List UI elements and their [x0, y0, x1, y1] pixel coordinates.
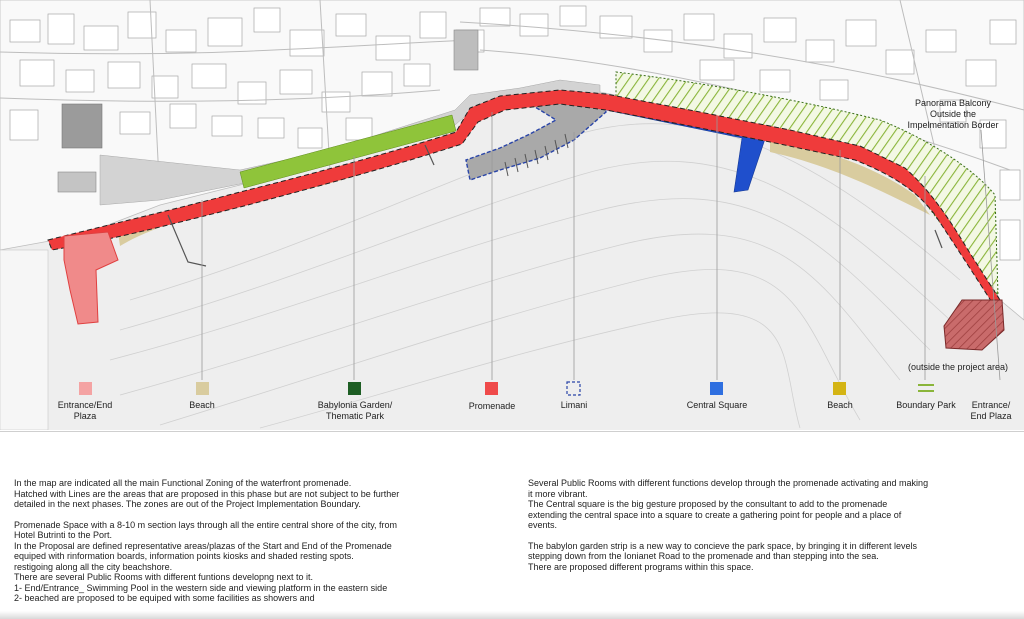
description-line: The Central square is the big gesture proposed by the consultant to add to the promenade: [528, 499, 888, 509]
legend-text: Limani: [560, 400, 588, 410]
legend-label-entrance-east: [962, 400, 1020, 422]
panorama-line-3: Impelmentation Border: [907, 120, 999, 130]
legend-text: Boundary Park: [896, 400, 956, 410]
hotel-building: [62, 104, 102, 148]
building-grey-2: [454, 30, 478, 70]
description-line: Hatched with Lines are the areas that are proposed in this phase but are not subject to be further: [14, 488, 400, 499]
legend-text: Entrance/: [971, 400, 1011, 410]
description-line: restigoing along all the city beachshore.: [14, 561, 173, 572]
description-line: In the Proposal are defined representative areas/plazas of the Start and End of the Promenade: [14, 540, 392, 551]
description-right: [528, 478, 1008, 572]
page-edge-shadow: [0, 611, 1024, 619]
legend-text: Beach: [189, 400, 215, 410]
description-line: There are several Public Rooms with different funtions developng next to it.: [14, 572, 313, 582]
description-line: 1- End/Entrance_ Swimming Pool in the western side and viewing platform in the eastern side: [14, 582, 388, 593]
legend-label-babylonia: [300, 400, 410, 422]
description-line: The babylon garden strip is a new way to concieve the park space, by bringing it in different levels: [528, 540, 918, 551]
legend-label-beach-east: [800, 400, 880, 411]
description-line: In the map are indicated all the main Functional Zoning of the waterfront promenade.: [14, 478, 352, 488]
description-line: events.: [528, 520, 558, 530]
legend-text: End Plaza: [970, 411, 1012, 421]
description-line: stepping down from the Ionianet Road to the promenade and than stepping into the sea.: [528, 551, 879, 561]
legend-label-promenade: [450, 401, 534, 412]
legend-swatch-promenade: [485, 382, 498, 395]
legend-swatch-babylonia: [348, 382, 361, 395]
description-line: Several Public Rooms with different functions develop through the promenade activating and making: [528, 478, 929, 488]
description-line: equiped with rinformation boards, information points kiosks and shaded resting spots.: [14, 551, 354, 561]
panorama-balcony-callout: [898, 98, 1008, 131]
paragraph-gap: [528, 531, 1008, 541]
section-divider: [0, 431, 1024, 432]
description-line: 2- beached are proposed to be equiped with some facilities as showers and: [14, 593, 315, 603]
legend-label-central-square: [668, 400, 766, 411]
legend-label-limani: [534, 400, 614, 411]
legend-text: Thematic Park: [325, 411, 385, 421]
description-line: There are proposed different programs within this space.: [528, 561, 754, 572]
panorama-line-2: Outside the: [929, 109, 977, 119]
paragraph-gap: [14, 510, 494, 520]
building-grey: [58, 172, 96, 192]
legend-label-boundary-park: [884, 400, 968, 411]
legend-text: Beach: [827, 400, 853, 410]
legend-swatch-entrance-west: [79, 382, 92, 395]
legend-text: Babylonia Garden/: [317, 400, 393, 410]
legend-swatch-central-square: [710, 382, 723, 395]
legend-text: Plaza: [73, 411, 97, 421]
legend-swatch-beach-east: [833, 382, 846, 395]
description-line: extending the central space into a square to create a gathering point for people and a place of: [528, 509, 902, 520]
description-line: it more vibrant.: [528, 488, 588, 499]
legend-label-entrance-west: [40, 400, 130, 422]
description-line: Promenade Space with a 8-10 m section lays through all the entire central shore of the city, from: [14, 519, 398, 530]
legend-text: Promenade: [468, 401, 516, 411]
legend-label-beach-west: [160, 400, 244, 411]
description-left: [14, 478, 494, 604]
panorama-line-1: Panorama Balcony: [914, 98, 992, 108]
legend-swatch-beach-west: [196, 382, 209, 395]
legend-text: Entrance/End: [57, 400, 113, 410]
legend-text: Central Square: [686, 400, 748, 410]
outside-area-callout: (outside the project area): [907, 362, 1009, 372]
description-line: detailed in the next phases. The zones are out of the Project Implementation Boundary.: [14, 499, 361, 509]
description-line: Hotel Butrinti to the Port.: [14, 530, 113, 540]
